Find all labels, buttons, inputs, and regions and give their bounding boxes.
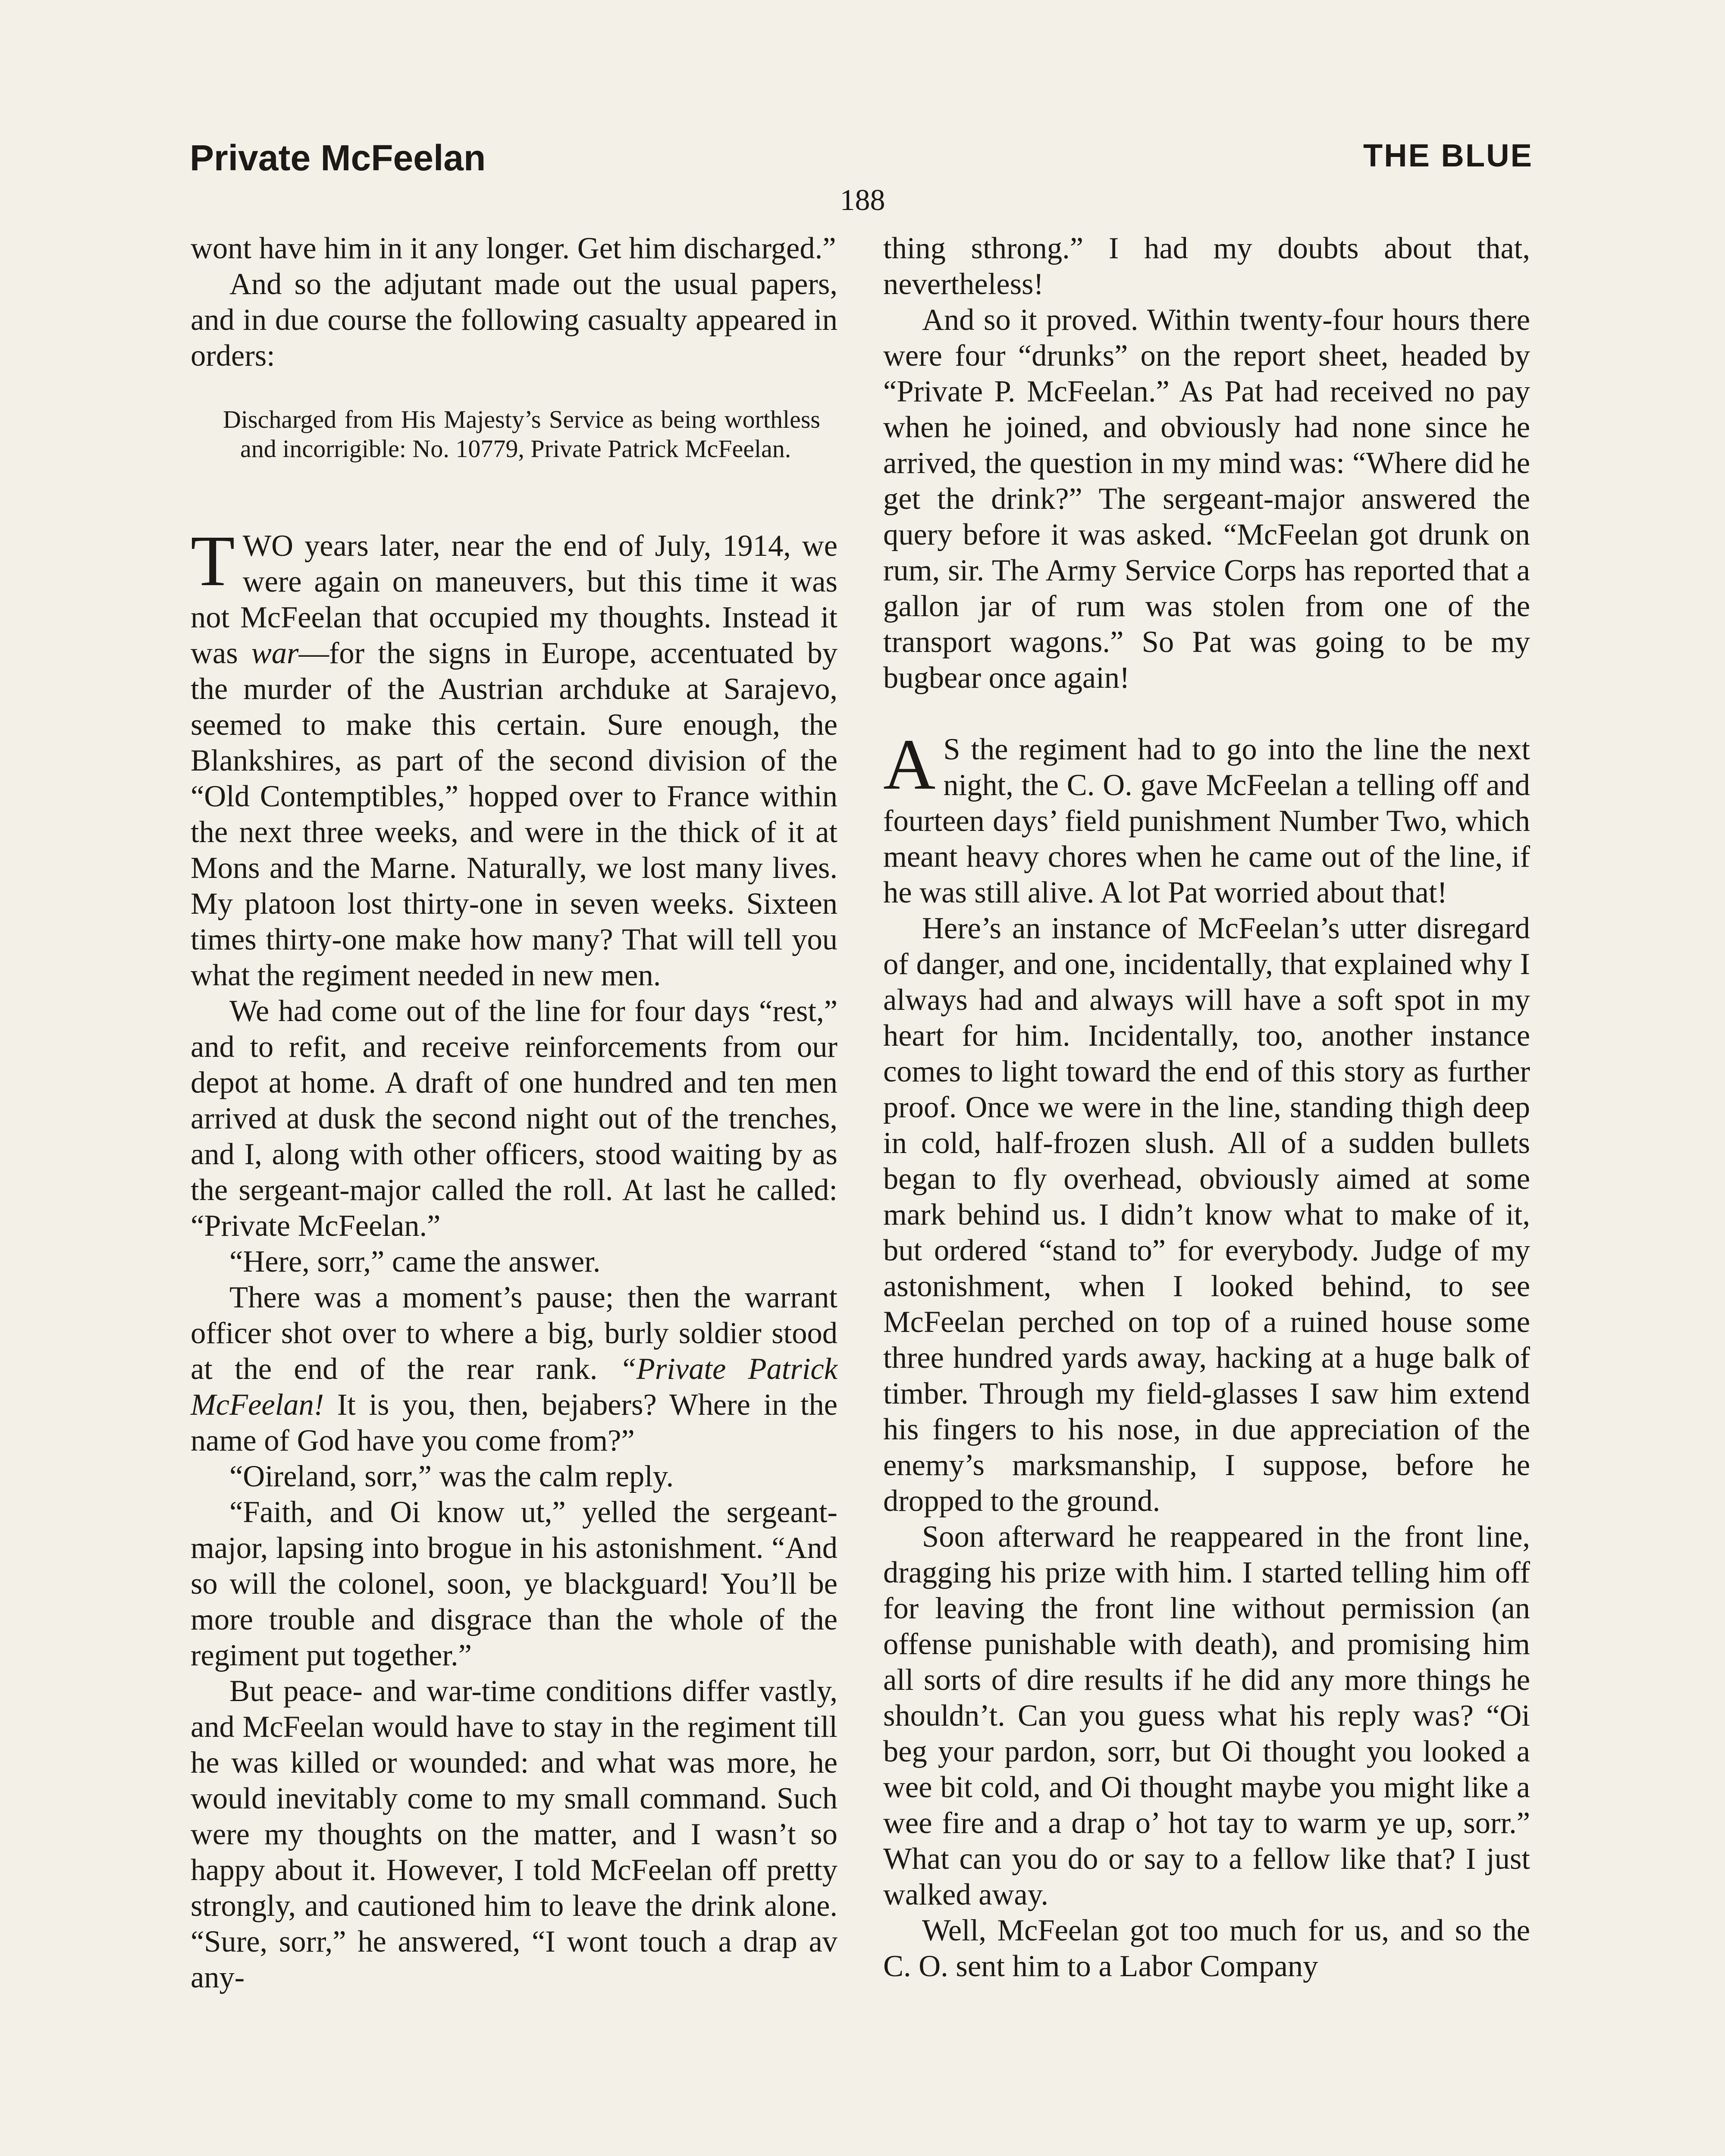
paragraph-text: There was a moment’s pause; then the warrant officer shot over to where a big, burly soldier stood at the end of the rear rank. <box>191 1281 837 1386</box>
paragraph: We had come out of the line for four days “rest,” and to refit, and receive reinforcements from our depot at home. A draft of one hundred and ten men arrived at dusk the second night out of the trenches, and I, along with other officers, stood waiting by as the sergeant-major called the roll. At last he called: “Private McFeelan.” <box>191 994 837 1243</box>
paragraph-text: S the regiment had to go into the line the next night, the C. O. gave McFeelan a telling off and fourteen days’ field punishment Number Two, which meant heavy chores when he came out of the line, if he was still alive. A lot Pat worried about that! <box>883 733 1530 909</box>
paragraph <box>191 1280 837 1459</box>
paragraph: And so the adjutant made out the usual papers, and in due course the following casualty appeared in orders: <box>191 267 837 373</box>
magazine-title: THE BLUE <box>1363 138 1533 173</box>
paragraph: “Oireland, sorr,” was the calm reply. <box>229 1460 674 1493</box>
right-column <box>883 231 1530 1984</box>
emphasis: war <box>251 636 299 670</box>
paragraph-text: —for the signs in Europe, accentuated by the murder of the Austrian archduke at Sarajevo, seemed to make this certain. Sure enough, the Blankshires, as part of the second division of the “Old Contemptibles,” hopped over to France within the next three weeks, and were in the thick of it at Mons and the Marne. Naturally, we lost many lives. My platoon lost thirty-one in seven weeks. Sixteen times thirty-one make how many? That will tell you what the regiment needed in new men. <box>191 636 837 992</box>
running-title: Private McFeelan <box>190 138 486 178</box>
paragraph-dropcap <box>883 724 1530 911</box>
left-column <box>191 231 837 1996</box>
emphasis: “Private Patrick McFeelan! <box>191 1352 837 1422</box>
paragraph: wont have him in it any longer. Get him discharged.” <box>191 232 836 265</box>
order-quote-text: Discharged from His Majesty’s Service as being worthless and incorrigible: No. 10779, Private Patrick McFeelan. <box>223 405 820 463</box>
paragraph-text: WO years later, near the end of July, 1914, we were again on maneuvers, but this time it was not McFeelan that occupied my thoughts. Instead it was <box>191 529 837 670</box>
paragraph: Well, McFeelan got too much for us, and so the C. O. sent him to a Labor Company <box>883 1914 1530 1983</box>
order-quote <box>223 405 820 464</box>
page-number: 188 <box>840 184 885 217</box>
paragraph: Soon afterward he reappeared in the front line, dragging his prize with him. I started telling him off for leaving the front line without permission (an offense punishable with death), and promising him all sorts of dire results if he did any more things he shouldn’t. Can you guess what his reply was? “Oi beg your pardon, sorr, but Oi thought you looked a wee bit cold, and Oi thought maybe you might like a wee fire and a drap o’ hot tay to warm ye up, sorr.” What can you do or say to a fellow like that? I just walked away. <box>883 1520 1530 1912</box>
paragraph: thing sthrong.” I had my doubts about that, nevertheless! <box>883 232 1530 301</box>
paragraph: “Faith, and Oi know ut,” yelled the sergeant-major, lapsing into brogue in his astonishment. “And so will the colonel, soon, ye blackguard! You’ll be more trouble and disgrace than the whole of the regiment put together.” <box>191 1495 837 1672</box>
drop-cap: A <box>883 724 936 805</box>
paragraph-dropcap <box>191 521 837 993</box>
drop-cap: T <box>191 521 235 601</box>
paragraph-text: It is you, then, bejabers? Where in the name of God have you come from?” <box>191 1388 837 1457</box>
paragraph: And so it proved. Within twenty-four hours there were four “drunks” on the report sheet, headed by “Private P. McFeelan.” As Pat had received no pay when he joined, and obviously had none since he arrived, the question in my mind was: “Where did he get the drink?” The sergeant-major answered the query before it was asked. “McFeelan got drunk on rum, sir. The Army Service Corps has reported that a gallon jar of rum was stolen from one of the transport wagons.” So Pat was going to be my bugbear once again! <box>883 303 1530 695</box>
paragraph: “Here, sorr,” came the answer. <box>229 1245 601 1279</box>
paragraph: But peace- and war-time conditions differ vastly, and McFeelan would have to stay in the regiment till he was killed or wounded: and what was more, he would inevitably come to my small command. Such were my thoughts on the matter, and I wasn’t so happy about it. However, I told McFeelan off pretty strongly, and cautioned him to leave the drink alone. “Sure, sorr,” he answered, “I wont touch a drap av any- <box>191 1674 837 1994</box>
paragraph: Here’s an instance of McFeelan’s utter disregard of danger, and one, incidentally, that explained why I always had and always will have a soft spot in my heart for him. Incidentally, too, another instance comes to light toward the end of this story as further proof. Once we were in the line, standing thigh deep in cold, half-frozen slush. All of a sudden bullets began to fly overhead, obviously aimed at some mark behind us. I didn’t know what to make of it, but ordered “stand to” for everybody. Judge of my astonishment, when I looked behind, to see McFeelan perched on top of a ruined house some three hundred yards away, hacking at a huge balk of timber. Through my field-glasses I saw him extend his fingers to his nose, in due appreciation of the enemy’s marksmanship, I suppose, before he dropped to the ground. <box>883 912 1530 1518</box>
